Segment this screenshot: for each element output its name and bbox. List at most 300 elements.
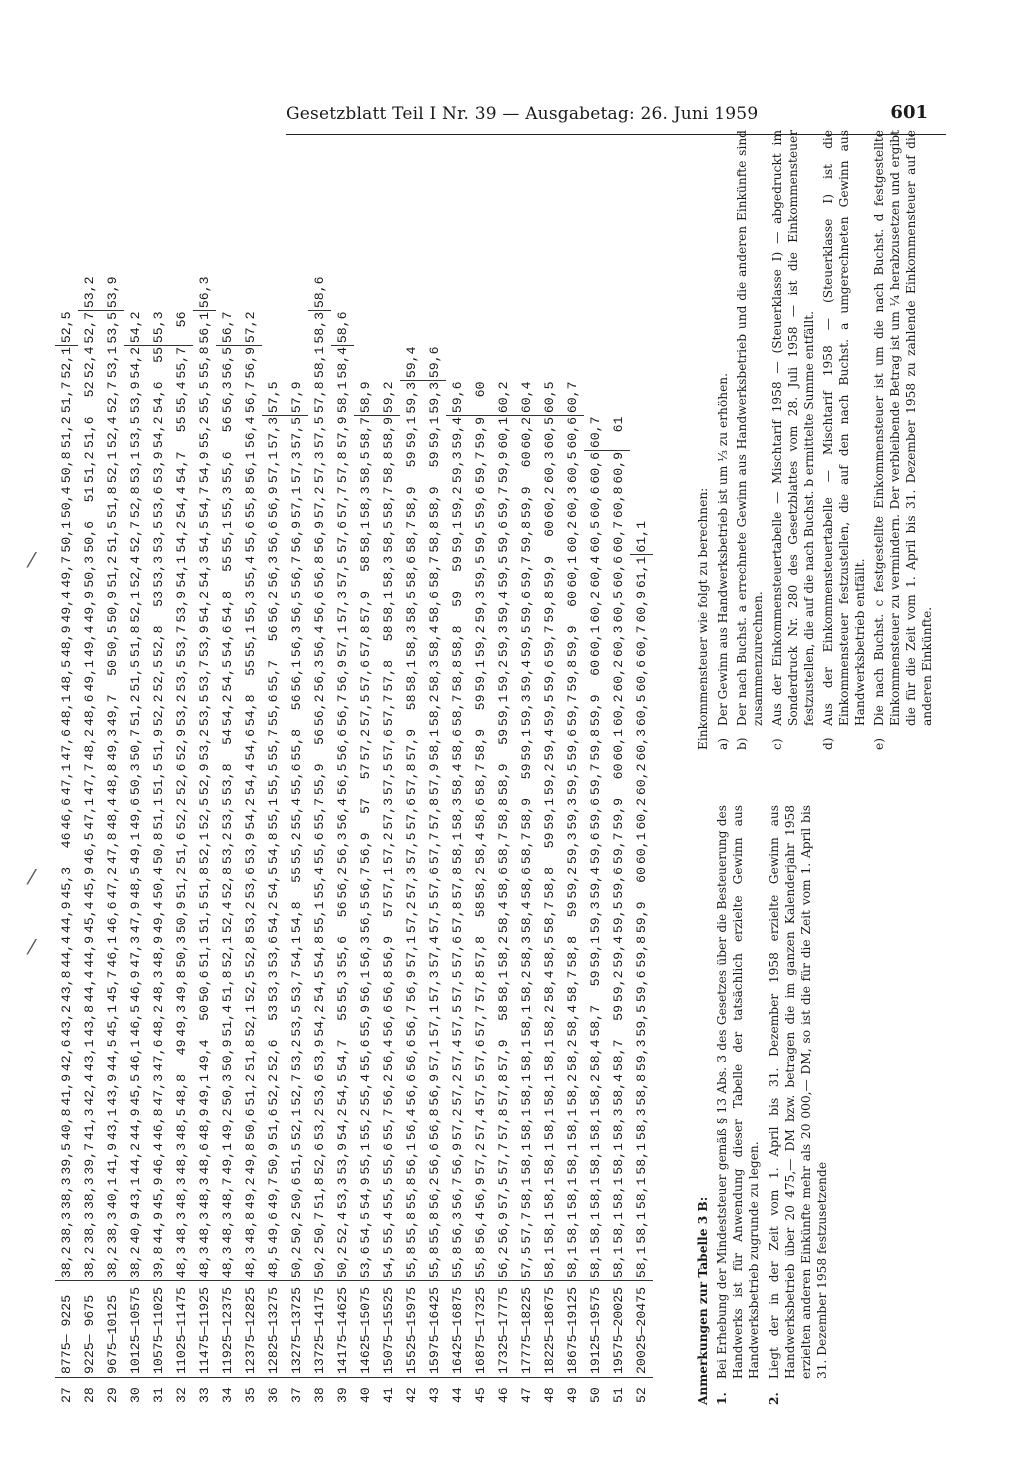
rate-cell: 49,6 bbox=[128, 798, 143, 830]
rate-cell: 44,9 bbox=[128, 1108, 143, 1141]
row-number: 41 bbox=[381, 1387, 396, 1403]
rate-cell: 56,7 bbox=[450, 1177, 465, 1210]
rate-cell: 53,1 bbox=[128, 451, 143, 484]
rate-cell: 56,3 bbox=[220, 381, 235, 414]
rate-cell: 60,6 bbox=[565, 417, 580, 449]
rate-cell: 53,9 bbox=[174, 591, 189, 623]
rate-cell: 57,4 bbox=[450, 1039, 465, 1072]
rate-cell: 59,3 bbox=[565, 832, 580, 865]
rate-cell: 57,2 bbox=[312, 486, 327, 519]
row-number: 37 bbox=[289, 1387, 304, 1403]
rate-cell: 51,2 bbox=[105, 556, 120, 588]
rate-cell: 50,3 bbox=[82, 556, 97, 588]
rate-cell: 57,9 bbox=[404, 729, 419, 761]
rate-cell: 60,5 bbox=[588, 521, 603, 553]
rate-cell: 56,3 bbox=[193, 276, 216, 311]
rate-cell: 57,5 bbox=[358, 694, 373, 727]
rate-cell: 60,1 bbox=[496, 417, 511, 449]
rate-cell: 38,3 bbox=[82, 1212, 97, 1244]
rate-cell: 59,2 bbox=[473, 625, 488, 658]
rate-cell: 58,1 bbox=[565, 1246, 580, 1279]
rate-cell: 54,5 bbox=[220, 660, 235, 692]
rate-cell: 55,1 bbox=[312, 901, 327, 934]
rate-cell: 52,1 bbox=[128, 591, 143, 623]
rate-cell: 60,2 bbox=[519, 417, 534, 449]
rate-cell: 50,6 bbox=[82, 521, 97, 553]
rate-cell: 56,8 bbox=[312, 556, 327, 588]
rate-cell: 60,2 bbox=[542, 486, 557, 519]
rate-cell: 55,6 bbox=[243, 521, 258, 553]
income-range: 14175—14625 bbox=[331, 1281, 354, 1378]
rate-cell: 48,8 bbox=[243, 1212, 258, 1244]
rate-cell: 56,9 bbox=[243, 347, 258, 379]
rate-cell: 60,6 bbox=[634, 660, 649, 692]
rate-cell: 59,9 bbox=[588, 694, 603, 727]
rate-cell: 56,3 bbox=[450, 1212, 465, 1244]
rate-cell: 53,9 bbox=[312, 1039, 327, 1072]
rate-cell: 56,9 bbox=[266, 486, 281, 519]
rate-cell: 48,2 bbox=[151, 1005, 166, 1037]
rate-cell: 57,5 bbox=[312, 416, 327, 449]
rate-cell: 55,7 bbox=[174, 347, 189, 379]
rate-cell: 58,8 bbox=[450, 625, 465, 658]
rate-cell: 57,5 bbox=[404, 832, 419, 865]
row-number: 30 bbox=[128, 1387, 143, 1403]
rate-cell: 50,8 bbox=[59, 451, 74, 484]
rate-cell: 52,5 bbox=[243, 970, 258, 1003]
rate-cell: 43,8 bbox=[82, 1005, 97, 1037]
rate-cell: 57,4 bbox=[427, 936, 442, 968]
rate-cell: 56,1 bbox=[358, 970, 373, 1003]
rate-cell: 59,3 bbox=[496, 625, 511, 658]
row-number: 42 bbox=[404, 1387, 419, 1403]
rate-cell: 55,6 bbox=[358, 1039, 373, 1072]
rate-cell: 48,9 bbox=[59, 625, 74, 658]
rate-cell: 44,5 bbox=[105, 1039, 120, 1072]
rate-cell: 59,8 bbox=[542, 591, 557, 623]
rate-cell: 41,9 bbox=[59, 1074, 74, 1106]
rate-cell: 59,2 bbox=[450, 486, 465, 519]
rate-cell: 59,3 bbox=[404, 382, 419, 414]
rate-cell: 56,9 bbox=[404, 970, 419, 1003]
rate-cell: 56,4 bbox=[335, 798, 350, 830]
rate-cell: 54,5 bbox=[266, 867, 281, 899]
rate-cell: 43,1 bbox=[82, 1039, 97, 1072]
rate-cell: 57,8 bbox=[427, 798, 442, 830]
rate-cell: 58,1 bbox=[611, 1212, 626, 1244]
note-text: Bei Erhebung der Mindeststeuer gemäß § 13 Abs. 3 des Gesetzes über die Besteuerung des Handwerks ist für Anwendung dieser Tabelle der tatsächlich erzielte Gewinn aus Handwerksbetrieb zugrunde zu legen. bbox=[715, 805, 761, 1379]
rate-cell: 50,2 bbox=[289, 1246, 304, 1279]
rate-cell: 53,1 bbox=[105, 346, 120, 379]
rate-cell: 51,8 bbox=[105, 486, 120, 519]
rate-cell: 55,3 bbox=[243, 591, 258, 623]
rate-cell: 58,2 bbox=[473, 867, 488, 899]
rate-cell: 55,8 bbox=[427, 1212, 442, 1244]
rate-cell: 50,9 bbox=[220, 1039, 235, 1072]
rate-cell: 51,5 bbox=[289, 1143, 304, 1175]
rate-cell: 57,6 bbox=[358, 660, 373, 692]
sub-letter: c) bbox=[770, 738, 784, 750]
income-range: 15525—15975 bbox=[400, 1281, 423, 1378]
rate-cell: 56,4 bbox=[404, 1108, 419, 1141]
rate-cell: 59,2 bbox=[611, 970, 626, 1003]
rate-cell: 57,8 bbox=[496, 1074, 511, 1106]
rate-cell: 58,1 bbox=[588, 1177, 603, 1210]
rate-cell: 59,5 bbox=[611, 901, 626, 934]
rate-cell: 53,6 bbox=[151, 486, 166, 519]
rate-cell: 58,4 bbox=[496, 901, 511, 934]
rate-cell: 58,1 bbox=[634, 1212, 649, 1244]
rate-cell: 48,6 bbox=[82, 694, 97, 727]
sub-text: Aus der Einkommensteuertabelle — Mischtarif 1958 — (Steuerklasse I) ist die Einkommensteuer festzustellen, die auf den nach Buchst. a umgerechneten Gewinn aus Handwerksbetrieb entfällt. bbox=[821, 130, 867, 726]
rate-cell: 52,8 bbox=[151, 625, 166, 658]
rate-cell: 53,5 bbox=[197, 694, 212, 727]
rate-cell: 52,5 bbox=[55, 311, 78, 346]
rate-cell: 56,7 bbox=[243, 381, 258, 414]
rate-cell: 58,1 bbox=[565, 1143, 580, 1175]
rate-cell: 55,1 bbox=[243, 625, 258, 658]
rate-cell: 54,4 bbox=[243, 763, 258, 796]
rate-cell: 59,2 bbox=[377, 381, 400, 416]
row-number: 43 bbox=[427, 1387, 442, 1403]
sub-letter: a) bbox=[716, 737, 730, 750]
rate-cell: 48,3 bbox=[151, 970, 166, 1003]
rate-cell: 48,8 bbox=[105, 763, 120, 796]
rate-cell: 56,3 bbox=[335, 832, 350, 865]
rate-cell: 59,1 bbox=[542, 798, 557, 830]
rate-cell: 60,7 bbox=[611, 521, 626, 553]
rate-cell: 58,1 bbox=[611, 1246, 626, 1279]
row-number: 35 bbox=[243, 1387, 258, 1403]
rate-cell: 54 bbox=[220, 729, 235, 745]
rate-cell: 51,8 bbox=[243, 1039, 258, 1072]
rate-cell: 58,3 bbox=[404, 625, 419, 658]
rate-cell: 56,9 bbox=[335, 660, 350, 692]
rate-cell: 51,5 bbox=[197, 901, 212, 934]
rate-cell: 48,8 bbox=[174, 1074, 189, 1106]
row-number: 36 bbox=[266, 1387, 281, 1403]
rate-cell: 60,3 bbox=[542, 451, 557, 484]
rate-cell: 59,1 bbox=[588, 936, 603, 968]
rate-cell: 58,2 bbox=[427, 694, 442, 727]
rate-cell: 58,1 bbox=[634, 1177, 649, 1210]
rate-cell: 48,3 bbox=[220, 1212, 235, 1244]
rate-cell: 54,7 bbox=[174, 451, 189, 484]
rate-cell: 47,2 bbox=[105, 867, 120, 899]
rate-cell: 58,7 bbox=[450, 694, 465, 727]
note-sub-item bbox=[769, 130, 817, 750]
rate-cell: 57,3 bbox=[335, 591, 350, 623]
rate-cell: 45,1 bbox=[105, 1005, 120, 1037]
rate-cell: 51,1 bbox=[151, 798, 166, 830]
rate-cell: 60,7 bbox=[634, 625, 649, 658]
rate-cell: 58,3 bbox=[634, 1108, 649, 1141]
rate-cell: 59,3 bbox=[450, 451, 465, 484]
rate-cell: 60,2 bbox=[565, 521, 580, 553]
table-row bbox=[55, 276, 78, 1406]
rate-cell: 51,1 bbox=[197, 936, 212, 968]
row-number: 32 bbox=[174, 1387, 189, 1403]
rate-cell: 56 bbox=[220, 416, 235, 433]
rate-cell: 48,9 bbox=[151, 936, 166, 968]
rate-cell: 60,3 bbox=[565, 486, 580, 519]
margin-mark: ⁄ bbox=[30, 865, 34, 889]
income-range: 9225— 9675 bbox=[78, 1281, 101, 1378]
rate-cell: 57,9 bbox=[496, 1039, 511, 1072]
rate-cell: 49,8 bbox=[243, 1143, 258, 1175]
rate-cell: 57,7 bbox=[335, 486, 350, 519]
rate-cell: 60 bbox=[588, 660, 603, 676]
rate-cell: 50,3 bbox=[220, 1074, 235, 1106]
rate-cell: 53,3 bbox=[335, 1177, 350, 1210]
rate-cell: 59 bbox=[427, 451, 442, 468]
rate-cell: 57,2 bbox=[381, 832, 396, 865]
rate-cell: 55,6 bbox=[381, 1143, 396, 1175]
rate-cell: 48,6 bbox=[197, 1143, 212, 1175]
sub-letter: d) bbox=[821, 737, 835, 750]
row-number: 46 bbox=[496, 1387, 511, 1403]
rate-cell: 56,9 bbox=[289, 521, 304, 553]
rate-cell: 58,5 bbox=[542, 936, 557, 968]
rate-cell: 56,1 bbox=[197, 312, 212, 344]
rate-cell: 53,9 bbox=[101, 276, 124, 311]
table-row bbox=[285, 276, 308, 1406]
rate-cell: 56 bbox=[289, 694, 304, 711]
income-range: 11925—12375 bbox=[216, 1281, 239, 1378]
rate-cell: 54,8 bbox=[266, 832, 281, 865]
rate-cell: 55 bbox=[174, 416, 189, 433]
rate-cell: 57,5 bbox=[473, 1074, 488, 1106]
rate-cell: 39,7 bbox=[82, 1143, 97, 1175]
table-row bbox=[538, 276, 561, 1406]
rate-cell: 56,9 bbox=[427, 1074, 442, 1106]
rate-cell: 50,9 bbox=[174, 901, 189, 934]
table-row bbox=[147, 276, 170, 1406]
rate-cell: 55,2 bbox=[358, 1108, 373, 1141]
rate-cell: 53,7 bbox=[197, 660, 212, 692]
rate-cell: 52,7 bbox=[105, 381, 120, 414]
rate-cell: 54,2 bbox=[335, 1108, 350, 1141]
rate-cell: 48,5 bbox=[128, 867, 143, 899]
rate-cell: 57,5 bbox=[381, 763, 396, 796]
row-number: 48 bbox=[542, 1387, 557, 1403]
rate-cell: 57,2 bbox=[450, 1108, 465, 1141]
rate-cell: 55,1 bbox=[220, 521, 235, 553]
rate-cell: 56,9 bbox=[381, 936, 396, 968]
rate-cell: 56,4 bbox=[312, 625, 327, 658]
note-item bbox=[766, 805, 830, 1405]
rate-cell: 55,3 bbox=[147, 311, 170, 346]
rate-cell: 56,6 bbox=[404, 1039, 419, 1072]
rate-cell: 55,4 bbox=[174, 381, 189, 414]
notes bbox=[695, 115, 934, 1405]
income-range: 12375—12825 bbox=[239, 1281, 262, 1378]
rate-cell: 54,5 bbox=[381, 1246, 396, 1279]
rate-cell: 52,6 bbox=[174, 763, 189, 796]
rate-cell: 49,1 bbox=[128, 832, 143, 865]
rate-cell: 55,6 bbox=[335, 936, 350, 968]
rate-cell: 56,3 bbox=[312, 660, 327, 692]
rate-cell: 59,5 bbox=[519, 625, 534, 658]
rate-cell: 46,5 bbox=[82, 832, 97, 865]
rate-cell: 52,9 bbox=[197, 763, 212, 796]
rate-cell: 58,3 bbox=[381, 556, 396, 588]
rate-cell: 38,2 bbox=[128, 1246, 143, 1279]
margin-mark: ⁄ bbox=[30, 548, 34, 572]
rate-cell: 49,4 bbox=[82, 625, 97, 658]
rate-cell: 55,5 bbox=[197, 381, 212, 414]
rate-cell: 59,8 bbox=[588, 729, 603, 761]
rate-cell: 55,3 bbox=[220, 486, 235, 519]
income-range: 11475—11925 bbox=[193, 1281, 216, 1378]
rate-cell: 54,8 bbox=[220, 591, 235, 623]
rate-cell: 57,7 bbox=[381, 694, 396, 727]
rate-cell: 58,3 bbox=[427, 660, 442, 692]
rate-cell: 60,9 bbox=[634, 591, 649, 623]
rate-cell: 56,2 bbox=[312, 694, 327, 727]
rate-cell: 50 bbox=[197, 1005, 212, 1021]
rate-cell: 53,2 bbox=[197, 729, 212, 761]
rate-cell: 58,1 bbox=[542, 1177, 557, 1210]
rate-cell: 58,4 bbox=[473, 832, 488, 865]
rate-cell: 57 bbox=[381, 901, 396, 918]
rate-cell: 53,5 bbox=[289, 1005, 304, 1037]
rate-cell: 60 bbox=[634, 867, 649, 883]
rate-cell: 58,4 bbox=[611, 1074, 626, 1106]
rate-cell: 52,4 bbox=[335, 1212, 350, 1244]
rate-cell: 44,9 bbox=[59, 901, 74, 934]
rate-cell: 54,2 bbox=[151, 416, 166, 449]
rate-cell: 56,1 bbox=[404, 1143, 419, 1175]
rate-cell: 54,3 bbox=[197, 556, 212, 588]
rate-cell: 56,9 bbox=[473, 1177, 488, 1210]
rate-cell: 48,2 bbox=[82, 729, 97, 761]
table-row bbox=[124, 276, 147, 1406]
rate-cell: 56,4 bbox=[473, 1212, 488, 1244]
rate-cell: 58,6 bbox=[308, 276, 331, 311]
rate-cell: 39,8 bbox=[151, 1246, 166, 1279]
table-row bbox=[607, 276, 630, 1406]
rate-cell: 59,9 bbox=[565, 625, 580, 658]
rate-cell: 48,3 bbox=[174, 1246, 189, 1279]
rate-cell: 52 bbox=[82, 381, 97, 398]
rate-cell: 60,1 bbox=[611, 729, 626, 761]
rate-cell: 59,6 bbox=[611, 867, 626, 899]
rate-cell: 56,3 bbox=[266, 556, 281, 588]
rate-cell: 59,1 bbox=[450, 521, 465, 553]
rate-cell: 54,8 bbox=[289, 901, 304, 934]
rate-cell: 60,5 bbox=[611, 591, 626, 623]
rate-cell: 54,5 bbox=[312, 970, 327, 1003]
rate-cell: 58,1 bbox=[335, 381, 350, 414]
rate-cell: 46,8 bbox=[151, 1108, 166, 1141]
rate-cell: 40,9 bbox=[128, 1212, 143, 1244]
rate-cell: 58,1 bbox=[565, 1212, 580, 1244]
rate-cell: 59,7 bbox=[496, 486, 511, 519]
rate-cell: 60,6 bbox=[588, 486, 603, 519]
rate-cell: 57,3 bbox=[404, 867, 419, 899]
rate-cell: 58,1 bbox=[542, 1246, 557, 1279]
rate-cell: 49,7 bbox=[105, 694, 120, 727]
rate-cell: 59,7 bbox=[565, 694, 580, 727]
rate-cell: 59,5 bbox=[542, 694, 557, 727]
rate-cell: 59,9 bbox=[496, 451, 511, 484]
row-number: 50 bbox=[588, 1387, 603, 1403]
rate-cell: 58,6 bbox=[331, 311, 354, 346]
rate-cell: 50,2 bbox=[289, 1212, 304, 1244]
rate-cell: 55,7 bbox=[312, 798, 327, 830]
rate-cell: 59,4 bbox=[542, 729, 557, 761]
rate-cell: 55,4 bbox=[312, 867, 327, 899]
income-range: 9675—10125 bbox=[101, 1281, 124, 1378]
rate-cell: 58,9 bbox=[427, 486, 442, 519]
rate-cell: 59,4 bbox=[400, 346, 423, 381]
rate-cell: 58,6 bbox=[450, 729, 465, 761]
row-number: 33 bbox=[197, 1387, 212, 1403]
rate-cell: 40,8 bbox=[59, 1108, 74, 1141]
row-number: 27 bbox=[59, 1387, 74, 1403]
rate-cell: 51,4 bbox=[220, 1005, 235, 1037]
rate-cell: 56,9 bbox=[312, 521, 327, 553]
rate-cell: 58,5 bbox=[381, 521, 396, 553]
rate-cell: 53,3 bbox=[266, 970, 281, 1003]
rate-cell: 58,7 bbox=[519, 832, 534, 865]
rate-cell: 47,3 bbox=[128, 936, 143, 968]
rate-cell: 49,1 bbox=[197, 1074, 212, 1106]
rate-cell: 50,6 bbox=[197, 970, 212, 1003]
rate-cell: 56 bbox=[312, 729, 327, 745]
sub-text: Die nach Buchst. c festgestellte Einkommensteuer ist um die nach Buchst. d festgestellte Einkommensteuer zu vermindern. Der verbleibende Betrag ist um ¼ herabzusetzen und ergibt die für die Zeit vom 1. April bis 31. Dezember 1958 zu zahlende Einkommensteuer auf die anderen Einkünfte. bbox=[872, 130, 934, 726]
rate-cell: 57,5 bbox=[450, 970, 465, 1003]
rate-cell: 48,3 bbox=[174, 1177, 189, 1210]
rate-cell: 58,1 bbox=[381, 591, 396, 623]
tax-table bbox=[55, 115, 675, 1405]
rate-cell: 59,5 bbox=[565, 763, 580, 796]
rate-cell: 38,3 bbox=[59, 1177, 74, 1210]
rate-cell: 58,9 bbox=[473, 729, 488, 761]
rate-cell: 56,9 bbox=[496, 1212, 511, 1244]
rate-cell: 57,5 bbox=[450, 1005, 465, 1037]
sub-text: Der nach Buchst. a errechnete Gewinn aus Handwerksbetrieb und die anderen Einkünfte sind zusammenzurechnen. bbox=[735, 130, 765, 726]
rate-cell: 51,2 bbox=[243, 1074, 258, 1106]
rate-cell: 58,1 bbox=[496, 970, 511, 1003]
rate-cell: 57,7 bbox=[496, 1143, 511, 1175]
rate-cell: 55,2 bbox=[197, 416, 212, 449]
rate-cell: 38,3 bbox=[59, 1212, 74, 1244]
rate-cell: 46,4 bbox=[151, 1143, 166, 1175]
rate-cell: 60,7 bbox=[561, 381, 584, 416]
rate-cell: 55,8 bbox=[404, 1246, 419, 1279]
rate-cell: 59,3 bbox=[565, 798, 580, 830]
rate-cell: 53,7 bbox=[174, 625, 189, 658]
rate-cell: 57,8 bbox=[381, 660, 396, 692]
rate-cell: 59,9 bbox=[519, 486, 534, 519]
rate-cell: 60,5 bbox=[565, 451, 580, 484]
rate-cell: 55,4 bbox=[243, 556, 258, 588]
rate-cell: 58,7 bbox=[611, 1039, 626, 1072]
rate-cell: 47,7 bbox=[82, 763, 97, 796]
rate-cell: 51,6 bbox=[266, 1108, 281, 1141]
rate-cell: 60,2 bbox=[588, 591, 603, 623]
rate-cell: 57,5 bbox=[427, 901, 442, 934]
rate-cell: 55,8 bbox=[427, 1246, 442, 1279]
rate-cell: 54,6 bbox=[220, 625, 235, 658]
rate-cell: 57,8 bbox=[473, 936, 488, 968]
rate-cell: 57,3 bbox=[381, 798, 396, 830]
rate-cell: 59,5 bbox=[473, 521, 488, 553]
rate-cell: 58,1 bbox=[611, 1143, 626, 1175]
rate-cell: 53,6 bbox=[266, 936, 281, 968]
